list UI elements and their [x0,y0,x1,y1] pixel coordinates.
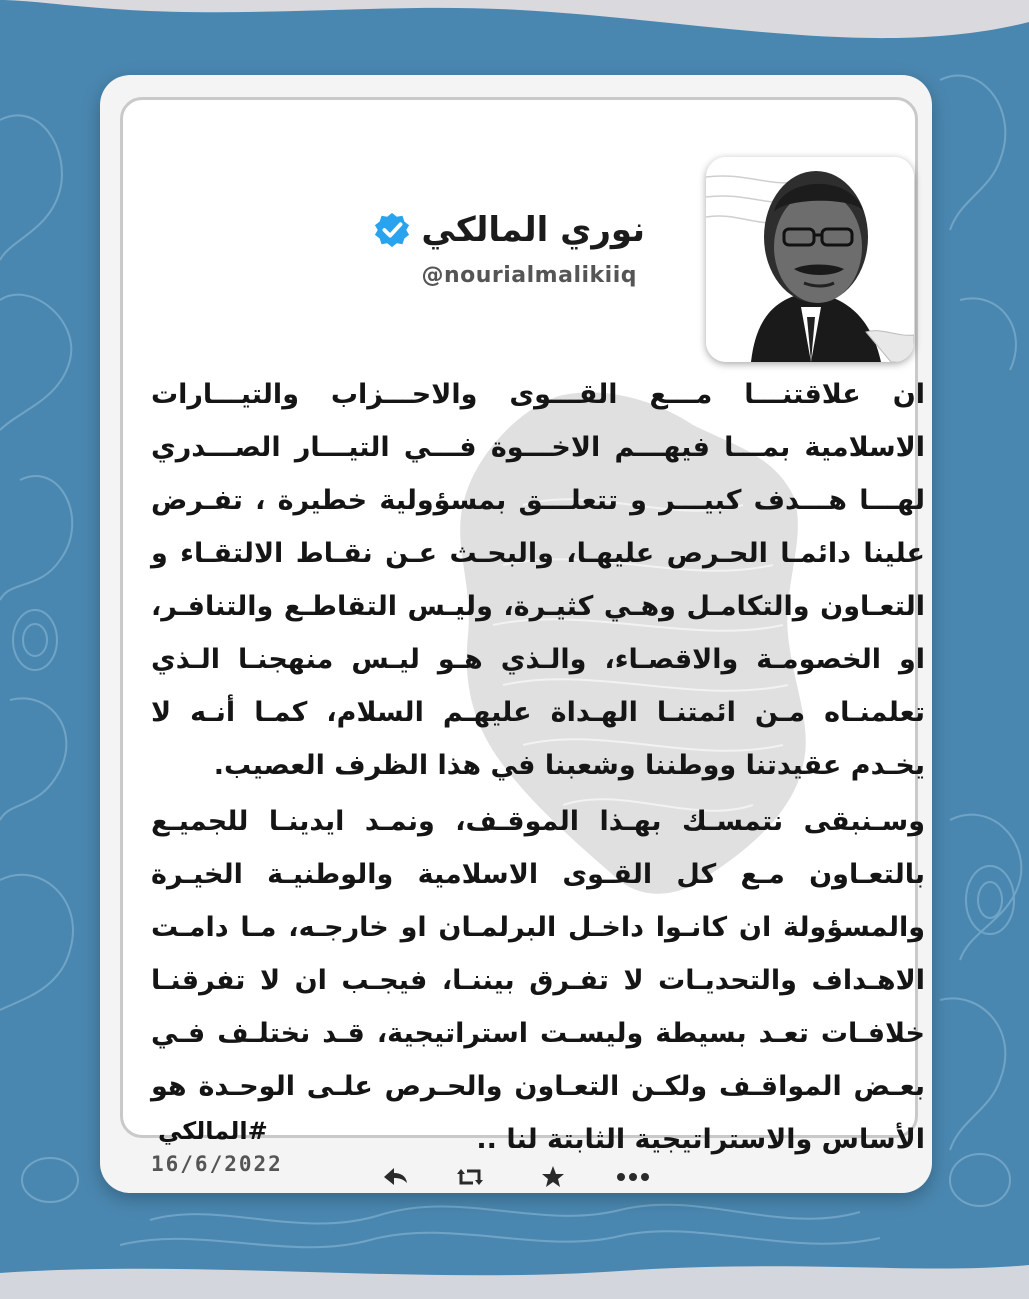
display-name[interactable]: نوري المالكي [421,210,645,250]
paragraph-2-text: وسـنبقى نتمسـك بهـذا الموقـف، ونمـد ايدينـا للجميـع بالتعـاون مـع كل القـوى الاسلامية والوطنيـة الخيـرة والمسؤولة ان كانـوا داخـل البرلمـان او خارجـه، مـا دامـت الاهـداف والتحديـات لا تفـرق بيننـا، فيجـب ان لا تفرقنـا خلافـات تعـد بسيطة وليسـت استراتيجية، قـد نختلـف فـي بعـض المواقـف ولكـن التعـاون والحـرص علـى الوحـدة هو الأساس والاستراتيجية الثابتة لنا .. [151,806,925,1155]
star-icon [540,1164,566,1190]
retweet-button[interactable] [453,1160,487,1194]
paragraph-1-text: ان علاقتنـــا مـــع القـــوى والاحـــزاب والتيـــارات الاسلامية بمـــا فيهـــم الاخـــوة فـــي التيـــار الصـــدري لهـــا هـــدف كبيـــر و تتعلـــق بمسؤولية خطيرة ، تفـرض علينا دائمـا الحـرص عليهـا، والبحـث عـن نقـاط الالتقـاء و التعـاون والتكامـل وهـي كثيـرة، وليـس التقاطـع والتنافـر، او الخصومـة والاقصـاء، والـذي هـو ليـس منهجنـا الـذي تعلمنـاه مـن ائمتنـا الهـداة عليهـم السلام، كمـا أنـه لا يخـدم عقيدتنا ووطننا وشعبنا في هذا الظرف العصيب. [151,379,925,781]
tweet-card [100,75,932,1193]
hashtag-link[interactable]: #المالكي [158,1117,268,1145]
tweet-text-paragraph-2 [151,795,925,1166]
tweet-content-frame [120,97,925,1176]
reply-button[interactable] [378,1160,412,1194]
more-options-button[interactable] [616,1160,650,1194]
portrait-image [706,157,914,362]
tweet-date: 16/6/2022 [151,1152,283,1176]
tweet-text-paragraph-1 [151,368,925,792]
verified-badge-icon [373,211,411,249]
user-handle[interactable]: @nourialmalikiiq [421,263,637,288]
favorite-button[interactable] [536,1160,570,1194]
retweet-icon [455,1165,485,1189]
profile-avatar[interactable] [706,157,914,362]
bottom-wave-decoration [0,1255,1029,1299]
top-wave-decoration [0,0,1029,60]
tweet-action-bar [100,1160,932,1194]
reply-arrow-icon [381,1165,409,1189]
more-dots-icon [616,1172,650,1182]
display-name-row [373,210,645,250]
